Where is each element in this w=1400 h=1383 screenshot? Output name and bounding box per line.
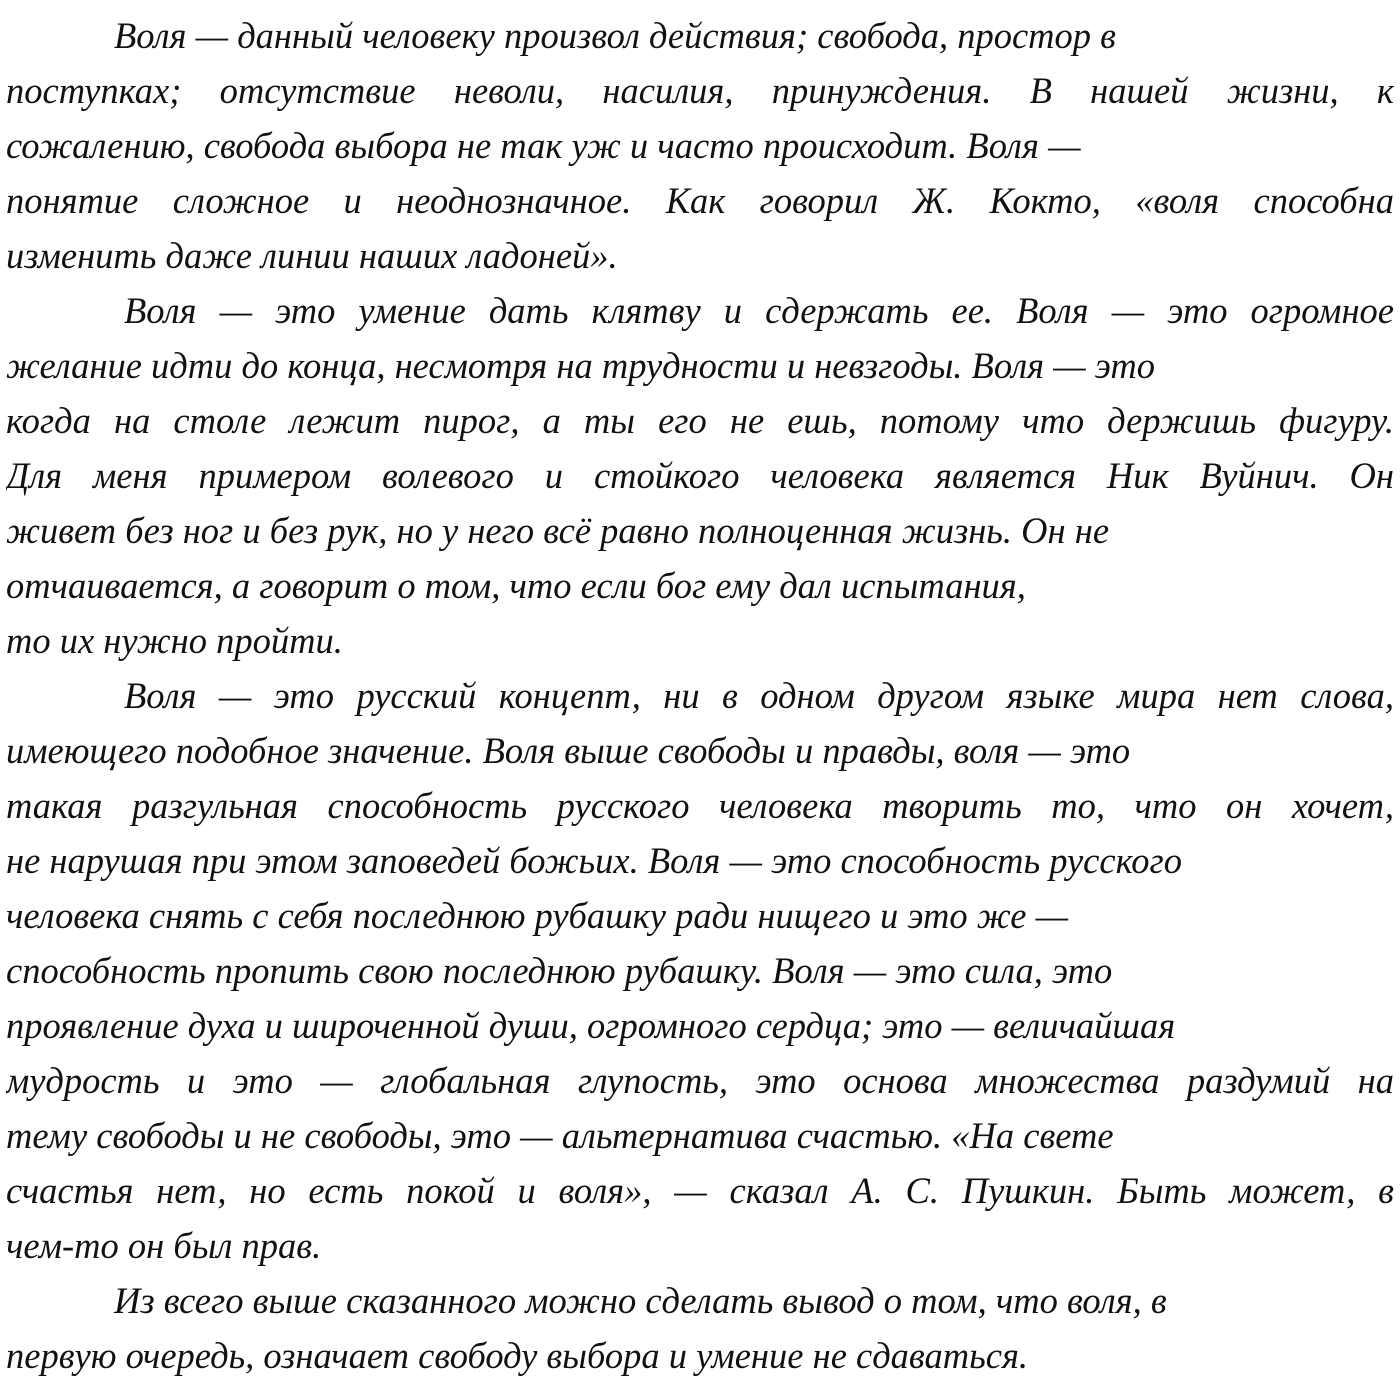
text-line: Для меня примером волевого и стойкого человека является Ник Вуйнич. Он (6, 455, 1394, 496)
text-line: тему свободы и не свободы, это — альтернатива счастью. «На свете (6, 1115, 1114, 1156)
text-line: живет без ног и без рук, но у него всё равно полноценная жизнь. Он не (6, 510, 1110, 551)
text-line: имеющего подобное значение. Воля выше свободы и правды, воля — это (6, 730, 1131, 771)
text-line: Воля — это умение дать клятву и сдержать ее. Воля — это огромное (124, 290, 1394, 331)
text-line: счастья нет, но есть покой и воля», — сказал А. С. Пушкин. Быть может, в (6, 1170, 1394, 1211)
text-line: Воля — это русский концепт, ни в одном другом языке мира нет слова, (124, 675, 1394, 716)
text-line: то их нужно пройти. (6, 620, 343, 661)
text-line: Из всего выше сказанного можно сделать вывод о том, что воля, в (114, 1280, 1167, 1321)
text-line: желание идти до конца, несмотря на трудности и невзгоды. Воля — это (6, 345, 1156, 386)
paragraph-1 (6, 8, 1394, 283)
text-line: первую очередь, означает свободу выбора и умение не сдаваться. (6, 1335, 1029, 1376)
text-line: понятие сложное и неоднозначное. Как говорил Ж. Кокто, «воля способна (6, 180, 1394, 221)
paragraph-4 (6, 1273, 1394, 1383)
text-line: сожалению, свобода выбора не так уж и часто происходит. Воля — (6, 125, 1081, 166)
text-line: когда на столе лежит пирог, а ты его не ешь, потому что держишь фигуру. (6, 400, 1394, 441)
text-line: изменить даже линии наших ладоней». (6, 235, 618, 276)
text-line: не нарушая при этом заповедей божьих. Воля — это способность русского (6, 840, 1183, 881)
text-line: такая разгульная способность русского человека творить то, что он хочет, (6, 785, 1394, 826)
paragraph-3 (6, 668, 1394, 1273)
text-line: поступках; отсутствие неволи, насилия, принуждения. В нашей жизни, к (6, 70, 1394, 111)
text-line: отчаивается, а говорит о том, что если бог ему дал испытания, (6, 565, 1026, 606)
text-line: чем-то он был прав. (6, 1225, 322, 1266)
text-line: мудрость и это — глобальная глупость, это основа множества раздумий на (6, 1060, 1394, 1101)
text-line: человека снять с себя последнюю рубашку ради нищего и это же — (6, 895, 1069, 936)
text-line: способность пропить свою последнюю рубашку. Воля — это сила, это (6, 950, 1113, 991)
text-line: проявление духа и широченной души, огромного сердца; это — величайшая (6, 1005, 1176, 1046)
text-line: Воля — данный человеку произвол действия; свобода, простор в (114, 15, 1116, 56)
paragraph-2 (6, 283, 1394, 668)
